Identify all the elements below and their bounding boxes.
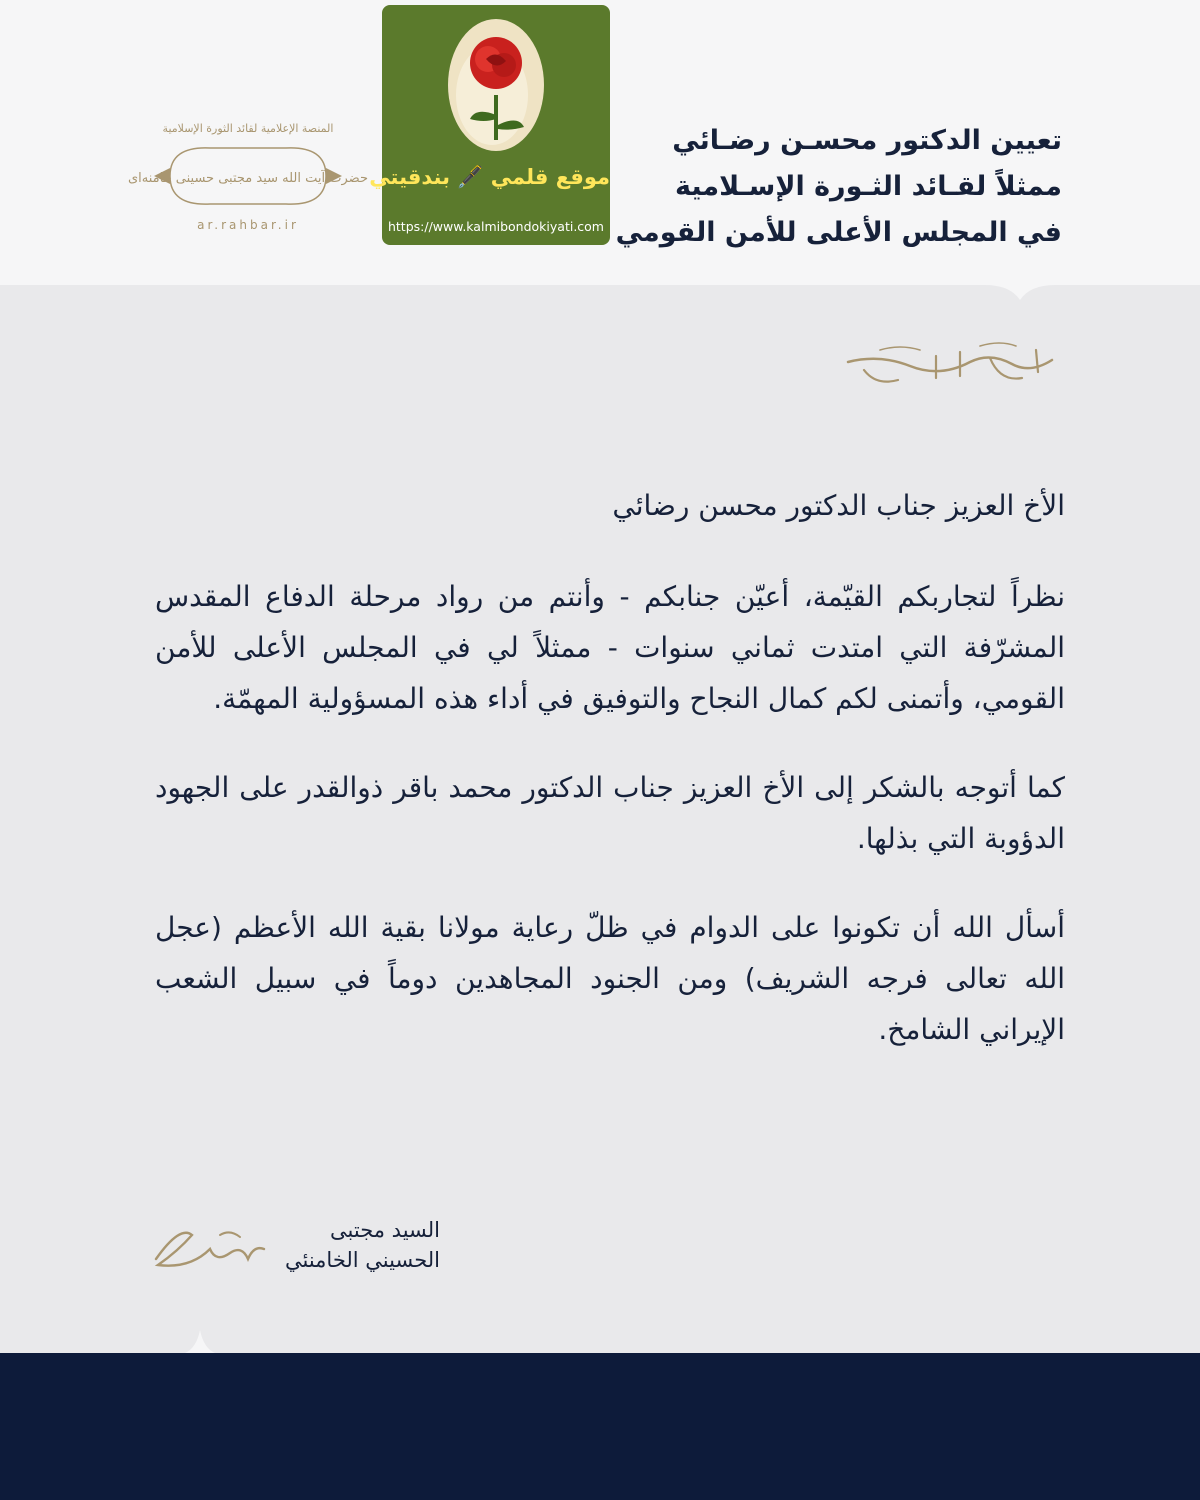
logo-domain: ar.rahbar.ir: [197, 218, 299, 232]
title-line-2: ممثلاً لقـائد الثـورة الإسـلامية: [674, 171, 1062, 202]
brand-name: موقع قلمي 🖋️ بندقيتي: [369, 165, 610, 189]
letter-paragraph-1: نظراً لتجاربكم القيّمة، أعيّن جنابكم - وأنتم من رواد مرحلة الدفاع المقدس المشرّفة التي امتدت ثماني سنوات - ممثلاً لي في المجلس الأعلى للأمن القومي، وأتمنى لكم كمال النجاح والتوفيق في أداء هذه المسؤولية المهمّة.: [155, 580, 1065, 715]
logo-calligraphy-badge: [128, 140, 368, 212]
basmala-calligraphy: [840, 332, 1060, 400]
title-line-1: تعيين الدكتور محسـن رضـائي: [672, 125, 1062, 156]
rahbar-logo: [128, 120, 368, 240]
logo-caption: المنصة الإعلامية لقائد الثورة الإسلامية: [162, 122, 334, 135]
signature-line-1: السيد مجتبى: [330, 1218, 440, 1242]
letter-body: [155, 480, 1065, 1055]
signature-block: [150, 1215, 450, 1285]
page-title: [592, 118, 1062, 256]
footer-bar: [0, 1353, 1200, 1500]
logo-calligraphy: حضرت آیت الله سید مجتبی حسینی خامنه‌ای: [128, 171, 368, 186]
signature-scribble: [150, 1215, 270, 1285]
letter-greeting: الأخ العزيز جناب الدكتور محسن رضائي: [612, 489, 1065, 522]
basmala-text: بسم الله الرحمن الرحيم: [944, 396, 956, 397]
signature-line-2: الحسيني الخامنئي: [285, 1248, 440, 1272]
letter-paragraph-3: أسأل الله أن تكونوا على الدوام في ظلّ رعاية مولانا بقية الله الأعظم (عجل الله تعالى فرجه الشريف) ومن الجنود المجاهدين دوماً في سبيل الشعب الإيراني الشامخ.: [155, 911, 1065, 1046]
signature-names: [285, 1215, 440, 1275]
letter-paragraph-2: كما أتوجه بالشكر إلى الأخ العزيز جناب الدكتور محمد باقر ذوالقدر على الجهود الدؤوبة التي بذلها.: [155, 771, 1065, 855]
rose-image: [446, 15, 546, 155]
header: [0, 0, 1200, 290]
brand-url[interactable]: https://www.kalmibondokiyati.com: [387, 219, 604, 234]
title-line-3: في المجلس الأعلى للأمن القومي: [615, 217, 1062, 248]
brand-badge: [369, 5, 610, 245]
